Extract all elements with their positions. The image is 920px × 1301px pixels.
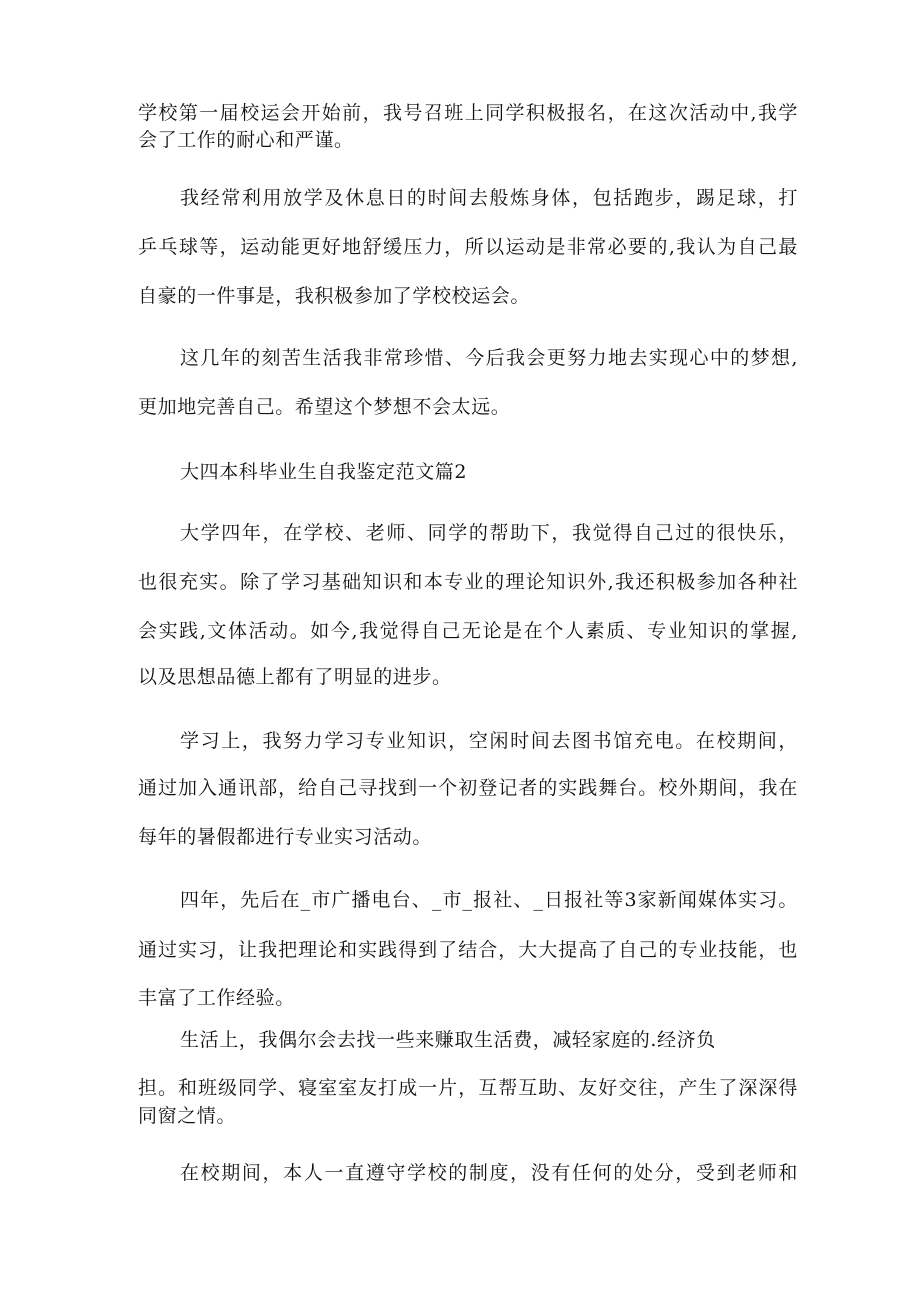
text-line: 同窗之情。 — [138, 1105, 237, 1127]
text-line: 会了工作的耐心和严谨。 — [138, 129, 354, 151]
section-heading: 大四本科毕业生自我鉴定范文篇2 — [180, 461, 468, 483]
text-line: 生活上，我偶尔会去找一些来赚取生活费，减轻家庭的.经济负 — [180, 1029, 716, 1051]
text-line: 学习上，我努力学习专业知识，空闲时间去图书馆充电。在校期间， — [180, 730, 798, 752]
text-line: 通过实习，让我把理论和实践得到了结合，大大提高了自己的专业技能，也 — [138, 939, 798, 961]
text-line: 我经常利用放学及休息日的时间去般炼身体，包括跑步，踢足球，打 — [180, 187, 798, 209]
text-line: 会实践,文体活动。如今,我觉得自己无论是在个人素质、专业知识的掌握, — [138, 620, 798, 642]
text-line: 学校第一届校运会开始前，我号召班上同学积极报名，在这次活动中,我学 — [138, 102, 798, 124]
text-line: 每年的暑假都进行专业实习活动。 — [138, 826, 433, 848]
text-line: 这几年的刻苦生活我非常珍惜、今后我会更努力地去实现心中的梦想, — [180, 347, 798, 369]
text-line: 通过加入通讯部，给自己寻找到一个初登记者的实践舞台。校外期间，我在 — [138, 777, 798, 799]
text-line: 大学四年，在学校、老师、同学的帮助下，我觉得自己过的很快乐， — [180, 522, 798, 544]
text-line: 自豪的一件事是，我积极参加了学校校运会。 — [138, 285, 531, 307]
text-line: 更加地完善自己。希望这个梦想不会太远。 — [138, 396, 511, 418]
text-line: 以及思想品德上都有了明显的进步。 — [138, 666, 452, 688]
text-line: 也很充实。除了学习基础知识和本专业的理论知识外,我还积极参加各种社 — [138, 571, 798, 593]
text-line: 丰富了工作经验。 — [138, 987, 295, 1009]
text-line: 担。和班级同学、寝室室友打成一片，互帮互助、友好交往，产生了深深得 — [138, 1077, 798, 1099]
text-line: 四年，先后在_市广播电台、_市_报社、_日报社等3家新闻媒体实习。 — [180, 889, 798, 911]
text-line: 乒乓球等，运动能更好地舒缓压力，所以运动是非常必要的,我认为自己最 — [138, 236, 798, 258]
text-line: 在校期间，本人一直遵守学校的制度，没有任何的处分，受到老师和 — [180, 1162, 798, 1184]
